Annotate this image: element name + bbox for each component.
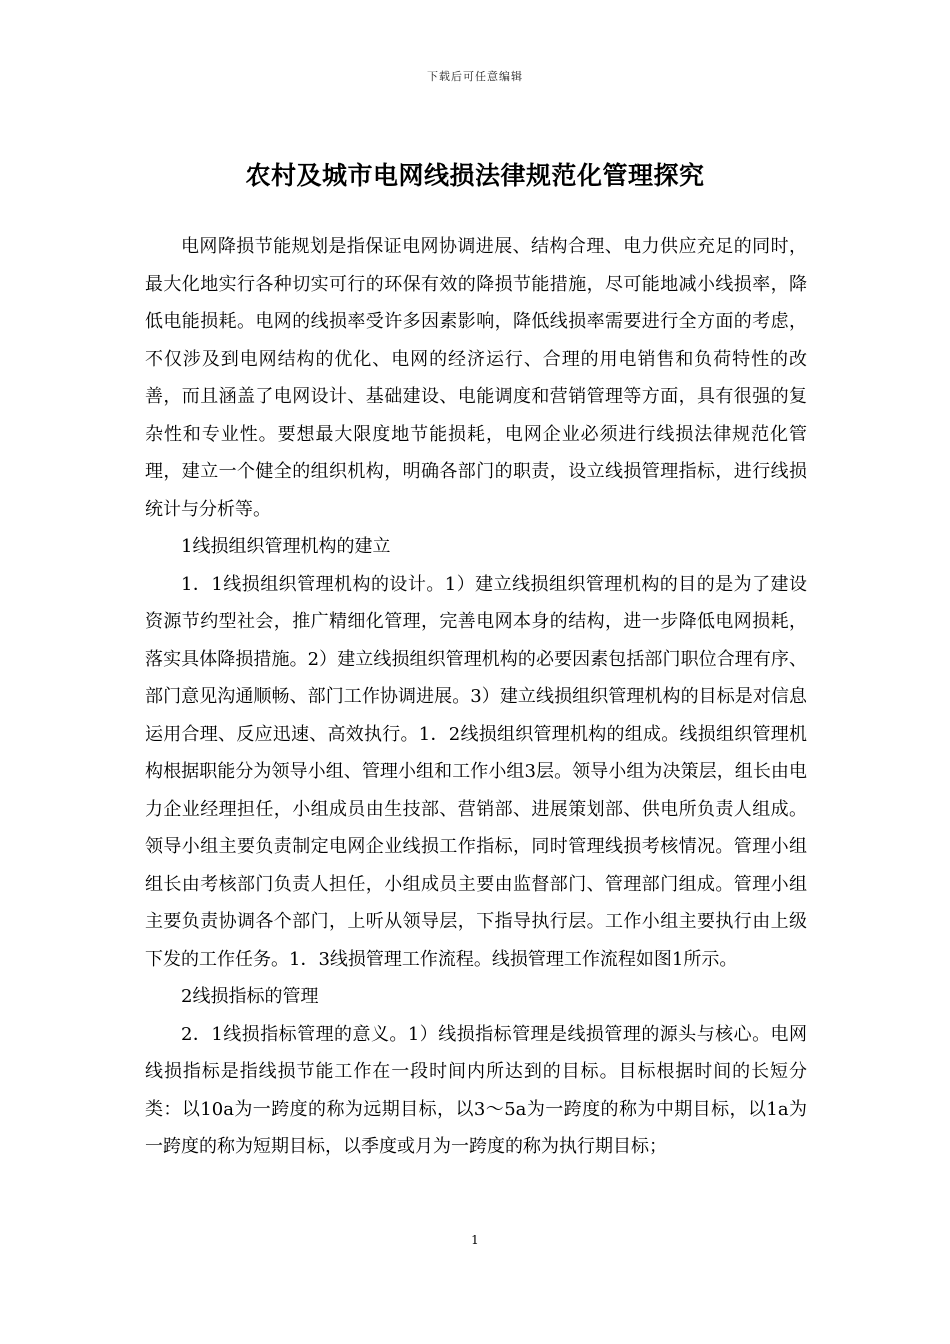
section-heading-2: 2线损指标的管理 <box>181 986 319 1007</box>
header-note: 下载后可任意编辑 <box>427 70 523 83</box>
paragraph-section-2: 2．1线损指标管理的意义。1）线损指标管理是线损管理的源头与核心。电网线损指标是指线损节能工作在一段时间内所达到的目标。目标根据时间的长短分类：以10a为一跨度的称为远期目标，以3～5a为一跨度的称为中期目标，以1a为一跨度的称为短期目标，以季度或月为一跨度的称为执行期目标； <box>145 1023 807 1157</box>
document-title: 农村及城市电网线损法律规范化管理探究 <box>245 161 705 190</box>
page-number: 1 <box>471 1233 479 1247</box>
paragraph-intro: 电网降损节能规划是指保证电网协调进展、结构合理、电力供应充足的同时，最大化地实行各种切实可行的环保有效的降损节能措施，尽可能地减小线损率，降低电能损耗。电网的线损率受许多因素影响，降低线损率需要进行全方面的考虑，不仅涉及到电网结构的优化、电网的经济运行、合理的用电销售和负荷特性的改善，而且涵盖了电网设计、基础建设、电能调度和营销管理等方面，具有很强的复杂性和专业性。要想最大限度地节能损耗，电网企业必须进行线损法律规范化管理，建立一个健全的组织机构，明确各部门的职责，设立线损管理指标，进行线损统计与分析等。 <box>145 236 807 520</box>
document-body <box>145 228 807 1166</box>
paragraph-section-1: 1．1线损组织管理机构的设计。1）建立线损组织管理机构的目的是为了建设资源节约型社会，推广精细化管理，完善电网本身的结构，进一步降低电网损耗，落实具体降损措施。2）建立线损组织管理机构的必要因素包括部门职位合理有序、部门意见沟通顺畅、部门工作协调进展。3）建立线损组织管理机构的目标是对信息运用合理、反应迅速、高效执行。1．2线损组织管理机构的组成。线损组织管理机构根据职能分为领导小组、管理小组和工作小组3层。领导小组为决策层，组长由电力企业经理担任，小组成员由生技部、营销部、进展策划部、供电所负责人组成。领导小组主要负责制定电网企业线损工作指标，同时管理线损考核情况。管理小组组长由考核部门负责人担任，小组成员主要由监督部门、管理部门组成。管理小组主要负责协调各个部门，上听从领导层，下指导执行层。工作小组主要执行由上级下发的工作任务。1．3线损管理工作流程。线损管理工作流程如图1所示。 <box>145 573 807 970</box>
section-heading-1: 1线损组织管理机构的建立 <box>181 536 391 557</box>
